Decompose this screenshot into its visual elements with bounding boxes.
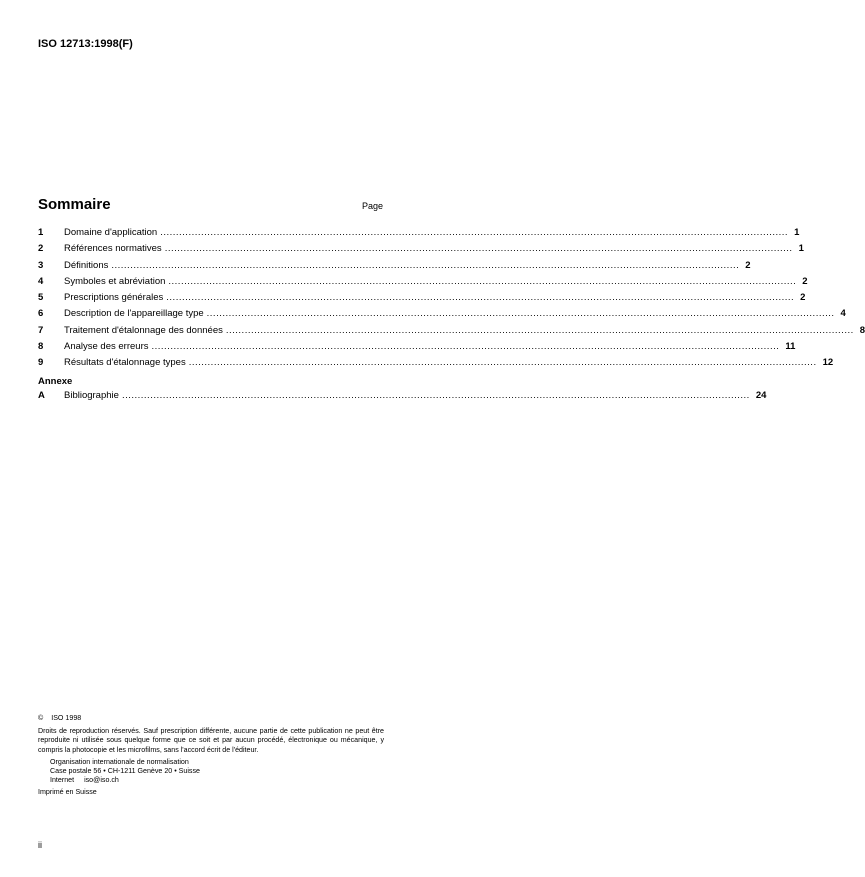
toc-entry-number: 9: [38, 357, 44, 369]
toc-leader-dots: ........................................................................................................................................................................................................: [206, 308, 835, 320]
document-id-header: ISO 12713:1998(F): [38, 38, 133, 50]
toc-leader-dots: ........................................................................................................................................................................................................: [121, 389, 750, 401]
toc-entry-title: Prescriptions générales: [64, 292, 164, 304]
toc-entry-page: 2: [800, 292, 806, 304]
toc-annex-entry[interactable]: [38, 389, 767, 406]
toc-entry-page: 1: [798, 243, 804, 255]
toc-entry-page: 2: [802, 275, 808, 287]
toc-entry[interactable]: [38, 227, 800, 243]
toc-page-label: Page: [362, 201, 384, 211]
internet-line: [50, 776, 384, 785]
toc-entry-page: 4: [840, 308, 846, 320]
internet-email-link[interactable]: iso@iso.ch: [84, 776, 119, 785]
toc-entry-number: 2: [38, 243, 44, 255]
toc-entry-title: Analyse des erreurs: [64, 341, 149, 353]
toc-entry-title: Références normatives: [64, 243, 162, 255]
toc-entry[interactable]: [38, 292, 806, 308]
toc-entry-page: 11: [785, 341, 796, 353]
toc-entry-title: Résultats d'étalonnage types: [64, 357, 186, 369]
rights-text: Droits de reproduction réservés. Sauf prescription différente, aucune partie de cette publication ne peut être reproduite ni utilisée sous quelque forme que ce soit et par aucun procédé, électronique ou mécanique, y compris la photocopie et les microfilms, sans l'accord écrit de l'éditeur.: [38, 727, 384, 754]
toc-entry-title: Définitions: [64, 259, 109, 271]
toc-entry-page: 2: [745, 259, 751, 271]
toc-entry-page: 12: [822, 357, 834, 369]
toc-entry-number: 3: [38, 259, 44, 271]
toc-entry-page: 8: [859, 324, 865, 336]
toc-entry-number: 1: [38, 227, 44, 238]
internet-label: Internet: [50, 776, 75, 785]
toc-entry-number: 4: [38, 275, 44, 287]
toc-entry[interactable]: [38, 324, 865, 341]
annex-heading: Annexe: [38, 375, 73, 387]
copyright-notice: ISO 1998: [51, 714, 82, 722]
toc-entry-page: 24: [755, 389, 767, 401]
toc-entry-number: 8: [38, 341, 44, 353]
toc-leader-dots: ........................................................................................................................................................................................................: [188, 357, 817, 369]
page-number: ii: [38, 840, 42, 850]
toc-leader-dots: ........................................................................................................................................................................................................: [151, 341, 780, 353]
toc-entry-page: 1: [794, 227, 800, 238]
table-of-contents: [38, 227, 865, 406]
toc-entry-number: 7: [38, 324, 44, 336]
toc-leader-dots: ........................................................................................................................................................................................................: [168, 275, 797, 287]
copyright-line: [38, 714, 384, 723]
toc-title: Sommaire: [38, 196, 111, 213]
toc-entry-title: Traitement d'étalonnage des données: [64, 324, 223, 336]
toc-leader-dots: ........................................................................................................................................................................................................: [111, 259, 740, 271]
toc-entry-number: A: [38, 389, 45, 401]
toc-entry-number: 5: [38, 292, 44, 304]
toc-entry[interactable]: [38, 308, 846, 324]
toc-entry-title: Symboles et abréviation: [64, 275, 166, 287]
toc-entry[interactable]: [38, 259, 751, 276]
toc-entry[interactable]: [38, 243, 804, 259]
organisation-name: Organisation internationale de normalisation: [50, 757, 189, 766]
toc-leader-dots: ........................................................................................................................................................................................................: [166, 292, 795, 304]
toc-leader-dots: ........................................................................................................................................................................................................: [225, 324, 854, 336]
toc-entry[interactable]: [38, 357, 834, 373]
postal-address: Case postale 56 • CH-1211 Genève 20 • Suisse: [50, 767, 200, 776]
copyright-block: [38, 714, 384, 798]
printed-in: Imprimé en Suisse: [38, 788, 97, 797]
toc-entry-title: Domaine d'application: [64, 227, 158, 238]
toc-entry-title: Bibliographie: [64, 389, 119, 401]
toc-entry-title: Description de l'appareillage type: [64, 308, 204, 320]
organisation-block: [50, 758, 384, 786]
toc-leader-dots: ........................................................................................................................................................................................................: [160, 227, 789, 238]
toc-entry-number: 6: [38, 308, 44, 320]
toc-entry[interactable]: [38, 341, 796, 357]
toc-leader-dots: ........................................................................................................................................................................................................: [164, 243, 793, 255]
copyright-symbol: ©: [38, 714, 44, 722]
toc-entry[interactable]: [38, 275, 808, 292]
